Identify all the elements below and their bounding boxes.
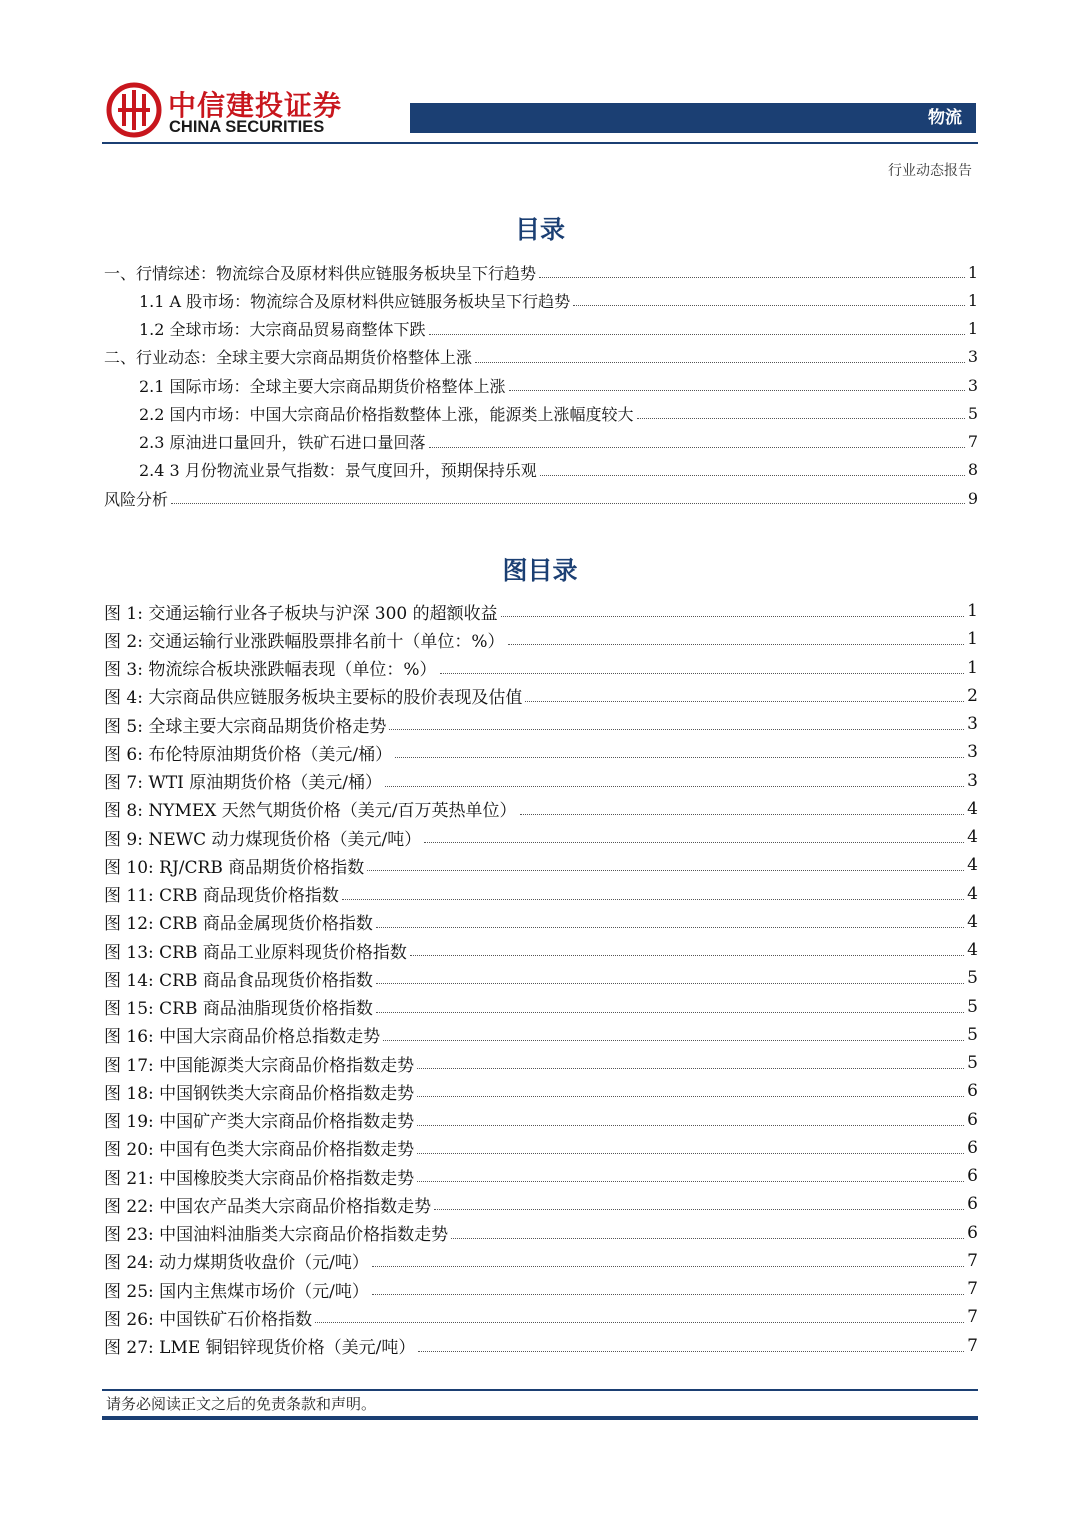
figure-entry[interactable]: [104, 1077, 978, 1105]
figure-entry-text: 图 22: 中国农产品类大宗商品价格指数走势: [104, 1196, 432, 1217]
figure-entry[interactable]: [104, 1303, 978, 1331]
toc-entry[interactable]: [104, 371, 978, 399]
toc-entry[interactable]: [104, 286, 978, 314]
figure-entry-page: 4: [967, 883, 978, 904]
dot-leader: [434, 1208, 964, 1210]
figure-entry-text: 图 26: 中国铁矿石价格指数: [104, 1309, 313, 1330]
dot-leader: [440, 672, 965, 674]
figure-entry[interactable]: [104, 1247, 978, 1275]
dot-leader: [508, 643, 965, 645]
figure-entry-text: 图 27: LME 铜铝锌现货价格（美元/吨）: [104, 1338, 416, 1359]
figure-entry[interactable]: [104, 964, 978, 992]
figure-entry-text: 图 1: 交通运输行业各子板块与沪深 300 的超额收益: [104, 603, 498, 624]
figure-entry-page: 5: [967, 996, 978, 1017]
figure-entry-text: 图 17: 中国能源类大宗商品价格指数走势: [104, 1055, 415, 1076]
toc-entry-page: 1: [967, 262, 978, 282]
dot-leader: [385, 785, 964, 787]
figure-entry-text: 图 16: 中国大宗商品价格总指数走势: [104, 1027, 381, 1048]
figure-entry-page: 4: [967, 855, 978, 876]
dot-leader: [376, 1011, 964, 1013]
toc-entry-page: 7: [967, 432, 978, 452]
figure-entry-page: 3: [967, 742, 978, 763]
dot-leader: [410, 954, 964, 956]
figure-entry-text: 图 18: 中国钢铁类大宗商品价格指数走势: [104, 1083, 415, 1104]
figure-entry-page: 5: [967, 1024, 978, 1045]
figure-entry-text: 图 15: CRB 商品油脂现货价格指数: [104, 999, 373, 1020]
figure-entry-page: 2: [967, 685, 978, 706]
figure-entry-page: 6: [967, 1109, 978, 1130]
toc-entry-text: 1.1 A 股市场：物流综合及原材料供应链服务板块呈下行趋势: [139, 291, 571, 311]
figure-entry-text: 图 25: 国内主焦煤市场价（元/吨）: [104, 1281, 369, 1302]
brand-name-cn: 中信建投证券: [168, 89, 343, 122]
figure-entry-page: 3: [967, 714, 978, 735]
toc-entry-page: 3: [967, 347, 978, 367]
toc-entry-page: 1: [967, 319, 978, 339]
figure-entry-text: 图 5: 全球主要大宗商品期货价格走势: [104, 716, 387, 737]
figure-entry-text: 图 14: CRB 商品食品现货价格指数: [104, 970, 373, 991]
dot-leader: [417, 1180, 964, 1182]
figure-entry-text: 图 10: RJ/CRB 商品期货价格指数: [104, 857, 365, 878]
dot-leader: [539, 276, 965, 278]
dot-leader: [376, 982, 964, 984]
dot-leader: [429, 446, 965, 448]
dot-leader: [573, 304, 965, 306]
toc-entry-page: 3: [967, 375, 978, 395]
figure-entry-text: 图 19: 中国矿产类大宗商品价格指数走势: [104, 1112, 415, 1133]
dot-leader: [525, 700, 964, 702]
figure-entry-text: 图 6: 布伦特原油期货价格（美元/桶）: [104, 744, 393, 765]
figure-entry-text: 图 20: 中国有色类大宗商品价格指数走势: [104, 1140, 415, 1161]
report-type-label: 行业动态报告: [888, 163, 972, 179]
figure-entry-page: 5: [967, 968, 978, 989]
toc-entry-page: 9: [967, 488, 978, 508]
citic-logo-icon: [106, 82, 162, 138]
figure-entry[interactable]: [104, 654, 978, 682]
toc-list: [104, 258, 978, 512]
figure-entry-text: 图 3: 物流综合板块涨跌幅表现（单位：%）: [104, 660, 437, 681]
figure-entry-page: 6: [967, 1222, 978, 1243]
dot-leader: [417, 1095, 964, 1097]
figure-entry[interactable]: [104, 1106, 978, 1134]
figure-entry-text: 图 12: CRB 商品金属现货价格指数: [104, 914, 373, 935]
figure-entry[interactable]: [104, 936, 978, 964]
dot-leader: [417, 1124, 964, 1126]
figure-entry-page: 4: [967, 940, 978, 961]
toc-entry[interactable]: [104, 428, 978, 456]
toc-title: 目录: [514, 215, 565, 244]
figure-entry[interactable]: [104, 625, 978, 653]
figure-entry-page: 4: [967, 827, 978, 848]
figure-entry[interactable]: [104, 1162, 978, 1190]
sector-banner: 物流: [410, 103, 976, 133]
dot-leader: [417, 1067, 964, 1069]
figure-entry-text: 图 24: 动力煤期货收盘价（元/吨）: [104, 1253, 369, 1274]
toc-entry-page: 5: [967, 403, 978, 423]
figure-entry[interactable]: [104, 823, 978, 851]
figure-entry[interactable]: [104, 738, 978, 766]
figure-entry-text: 图 7: WTI 原油期货价格（美元/桶）: [104, 773, 383, 794]
dot-leader: [429, 333, 965, 335]
dot-leader: [475, 361, 965, 363]
figure-entry[interactable]: [104, 710, 978, 738]
figure-entry-page: 7: [967, 1335, 978, 1356]
dot-leader: [637, 417, 965, 419]
footer-divider-bottom: [102, 1416, 978, 1420]
figure-entry-text: 图 11: CRB 商品现货价格指数: [104, 886, 339, 907]
toc-entry[interactable]: [104, 258, 978, 286]
dot-leader: [395, 756, 964, 758]
figure-entry[interactable]: [104, 1049, 978, 1077]
figure-entry[interactable]: [104, 1275, 978, 1303]
dot-leader: [501, 615, 965, 617]
figure-entry-page: 3: [967, 770, 978, 791]
dot-leader: [376, 926, 964, 928]
figure-list-title: 图目录: [502, 556, 578, 585]
dot-leader: [315, 1321, 964, 1323]
figure-entry-page: 1: [967, 657, 978, 678]
figure-entry[interactable]: [104, 597, 978, 625]
dot-leader: [417, 1152, 964, 1154]
figure-entry-text: 图 8: NYMEX 天然气期货价格（美元/百万英热单位）: [104, 801, 517, 822]
figure-entry-page: 7: [967, 1307, 978, 1328]
dot-leader: [372, 1265, 964, 1267]
toc-entry[interactable]: [104, 315, 978, 343]
figure-entry-page: 4: [967, 911, 978, 932]
toc-entry-page: 1: [967, 290, 978, 310]
dot-leader: [540, 474, 965, 476]
toc-entry[interactable]: [104, 399, 978, 427]
figure-entry-page: 6: [967, 1194, 978, 1215]
figure-entry-text: 图 4: 大宗商品供应链服务板块主要标的股价表现及估值: [104, 688, 523, 709]
figure-entry[interactable]: [104, 1190, 978, 1218]
dot-leader: [509, 389, 965, 391]
figure-entry[interactable]: [104, 1134, 978, 1162]
figure-entry-text: 图 2: 交通运输行业涨跌幅股票排名前十（单位：%）: [104, 631, 505, 652]
dot-leader: [424, 841, 964, 843]
dot-leader: [367, 869, 964, 871]
toc-entry-text: 2.2 国内市场：中国大宗商品价格指数整体上涨，能源类上涨幅度较大: [139, 404, 634, 424]
figure-entry[interactable]: [104, 851, 978, 879]
company-logo: [106, 82, 346, 138]
figure-entry[interactable]: [104, 880, 978, 908]
figure-entry[interactable]: [104, 682, 978, 710]
figure-entry-text: 图 13: CRB 商品工业原料现货价格指数: [104, 942, 407, 963]
toc-entry-text: 2.1 国际市场：全球主要大宗商品期货价格整体上涨: [139, 376, 506, 396]
dot-leader: [342, 898, 964, 900]
toc-entry-text: 一、行情综述：物流综合及原材料供应链服务板块呈下行趋势: [104, 263, 537, 283]
toc-entry-text: 2.3 原油进口量回升，铁矿石进口量回落: [139, 433, 426, 453]
header-divider: [102, 142, 978, 144]
figure-entry[interactable]: [104, 908, 978, 936]
figure-entry[interactable]: [104, 1021, 978, 1049]
dot-leader: [389, 728, 964, 730]
figure-entry-page: 7: [967, 1279, 978, 1300]
dot-leader: [520, 813, 965, 815]
toc-entry-page: 8: [967, 460, 978, 480]
figure-entry[interactable]: [104, 993, 978, 1021]
figure-entry-text: 图 21: 中国橡胶类大宗商品价格指数走势: [104, 1168, 415, 1189]
figure-entry-page: 5: [967, 1053, 978, 1074]
figure-entry[interactable]: [104, 767, 978, 795]
footer-disclaimer: 请务必阅读正文之后的免责条款和声明。: [106, 1395, 377, 1413]
toc-entry-text: 2.4 3 月份物流业景气指数：景气度回升，预期保持乐观: [139, 461, 537, 481]
dot-leader: [171, 502, 965, 504]
toc-entry-text: 1.2 全球市场：大宗商品贸易商整体下跌: [139, 320, 426, 340]
figure-entry-page: 1: [967, 601, 978, 622]
figure-list: [104, 597, 978, 1360]
figure-entry[interactable]: [104, 1332, 978, 1360]
figure-entry-page: 4: [967, 798, 978, 819]
figure-entry-text: 图 9: NEWC 动力煤现货价格（美元/吨）: [104, 829, 422, 850]
figure-entry[interactable]: [104, 1219, 978, 1247]
figure-entry-page: 6: [967, 1137, 978, 1158]
brand-name-en: CHINA SECURITIES: [169, 118, 325, 136]
toc-entry-text: 风险分析: [104, 489, 169, 509]
dot-leader: [451, 1237, 964, 1239]
toc-entry-text: 二、行业动态：全球主要大宗商品期货价格整体上涨: [104, 348, 473, 368]
toc-entry[interactable]: [104, 343, 978, 371]
figure-entry-text: 图 23: 中国油料油脂类大宗商品价格指数走势: [104, 1225, 449, 1246]
dot-leader: [372, 1293, 964, 1295]
dot-leader: [383, 1039, 964, 1041]
dot-leader: [418, 1350, 964, 1352]
figure-entry-page: 6: [967, 1166, 978, 1187]
figure-entry-page: 6: [967, 1081, 978, 1102]
toc-entry[interactable]: [104, 456, 978, 484]
figure-entry[interactable]: [104, 795, 978, 823]
figure-entry-page: 1: [967, 629, 978, 650]
toc-entry[interactable]: [104, 484, 978, 512]
figure-entry-page: 7: [967, 1250, 978, 1271]
footer-divider-top: [102, 1389, 978, 1391]
